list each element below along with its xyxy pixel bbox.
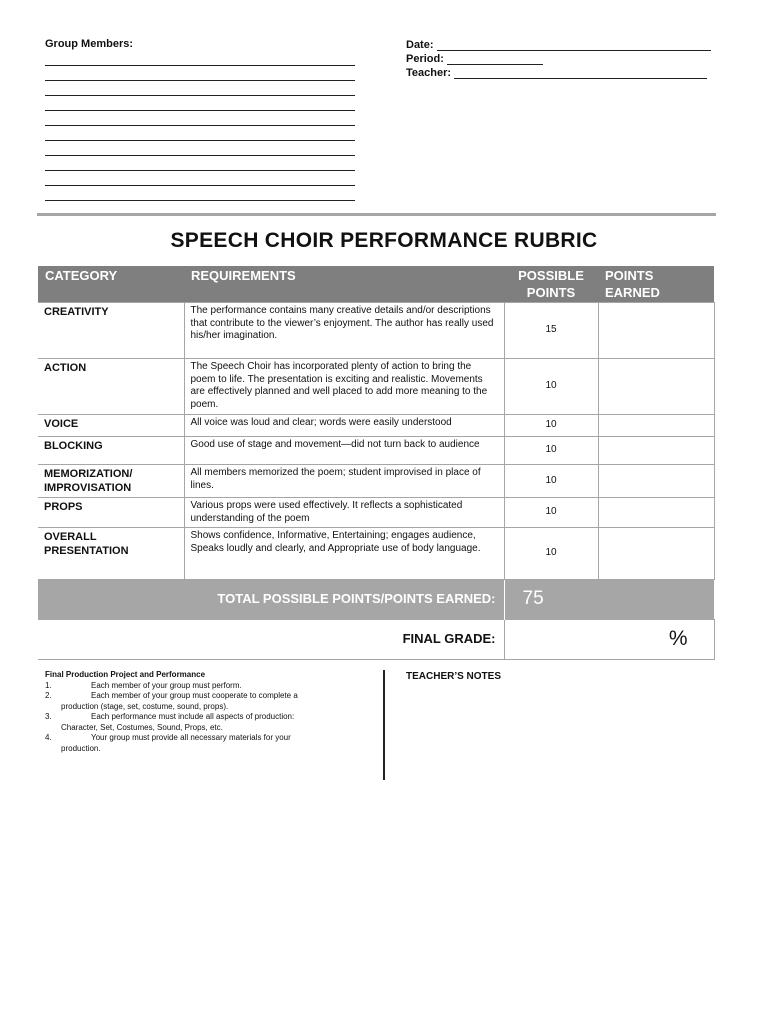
date-row [406,37,716,51]
requirement-cell: All members memorized the poem; student improvised in place of lines. [184,465,504,498]
header-category: CATEGORY [38,266,184,303]
period-row [406,51,716,65]
points-earned-cell[interactable] [598,303,714,359]
teacher-field[interactable] [454,68,707,79]
category-cell: MEMORIZATION/ IMPROVISATION [38,465,184,498]
period-label: Period: [406,53,444,65]
requirement-cell: Good use of stage and movement—did not turn back to audience [184,437,504,465]
teacher-row [406,65,716,79]
member-line[interactable] [45,82,355,96]
possible-points-cell: 10 [504,528,598,580]
table-row [38,465,714,498]
table-row [38,359,714,415]
final-grade-value[interactable]: % [504,620,714,660]
table-row [38,437,714,465]
category-cell: ACTION [38,359,184,415]
date-label: Date: [406,39,434,51]
rubric-table [38,266,715,660]
possible-points-cell: 10 [504,437,598,465]
list-item: 2. Each member of your group must cooperate to complete a production (stage, set, costume, sound, props). [45,691,298,711]
category-cell: PROPS [38,498,184,528]
possible-points-cell: 10 [504,498,598,528]
category-cell: OVERALL PRESENTATION [38,528,184,580]
date-field[interactable] [437,40,711,51]
project-instructions [45,670,365,754]
member-line[interactable] [45,172,355,186]
divider [37,213,716,216]
possible-points-cell: 10 [504,359,598,415]
header-possible-points: POSSIBLE POINTS [504,266,598,303]
requirement-cell: Shows confidence, Informative, Entertaining; engages audience, Speaks loudly and clearly, and Appropriate use of body language. [184,528,504,580]
category-cell: BLOCKING [38,437,184,465]
requirement-cell: The performance contains many creative details and/or descriptions that contribute to the viewer’s enjoyment. The author has really used his/her imagination. [184,303,504,359]
possible-points-cell: 10 [504,465,598,498]
meta-section [406,37,716,79]
vertical-divider [383,670,385,780]
final-grade-row [38,620,714,660]
member-line[interactable] [45,127,355,141]
member-line[interactable] [45,52,355,66]
requirement-cell: Various props were used effectively. It reflects a sophisticated understanding of the poem [184,498,504,528]
points-earned-cell[interactable] [598,528,714,580]
page-title: SPEECH CHOIR PERFORMANCE RUBRIC [170,229,598,252]
requirement-cell: The Speech Choir has incorporated plenty of action to bring the poem to life. The presentation is exciting and realistic. Movements are effectively planned and well placed to add more meaning to the poem. [184,359,504,415]
list-item: 3. Each performance must include all aspects of production: Character, Set, Costumes, Sound, Props, etc. [45,712,295,732]
points-earned-cell[interactable] [598,437,714,465]
table-row [38,528,714,580]
final-grade-label: FINAL GRADE: [38,620,504,660]
header-points-earned: POINTS EARNED [598,266,714,303]
table-row [38,415,714,437]
member-line[interactable] [45,142,355,156]
table-row [38,498,714,528]
possible-points-cell: 15 [504,303,598,359]
header-requirements: REQUIREMENTS [184,266,504,303]
table-header-row [38,266,714,303]
list-item: 4. Your group must provide all necessary materials for your production. [45,733,291,753]
teacher-label: Teacher: [406,67,452,79]
member-line[interactable] [45,67,355,81]
possible-points-cell: 10 [504,415,598,437]
total-label: TOTAL POSSIBLE POINTS/POINTS EARNED: [38,580,504,620]
list-item: 1. Each member of your group must perform. [45,680,242,690]
group-members-section [45,37,355,201]
requirement-cell: All voice was loud and clear; words were easily understood [184,415,504,437]
member-line[interactable] [45,112,355,126]
member-line[interactable] [45,157,355,171]
member-line[interactable] [45,97,355,111]
category-cell: CREATIVITY [38,303,184,359]
total-row [38,580,714,620]
teacher-notes-label: TEACHER’S NOTES [406,671,502,682]
member-line[interactable] [45,187,355,201]
points-earned-cell[interactable] [598,465,714,498]
points-earned-cell[interactable] [598,359,714,415]
group-members-label: Group Members: [45,38,134,50]
points-earned-cell[interactable] [598,498,714,528]
total-value: 75 [504,580,714,620]
period-field[interactable] [447,54,543,65]
points-earned-cell[interactable] [598,415,714,437]
project-heading: Final Production Project and Performance [45,670,206,679]
category-cell: VOICE [38,415,184,437]
table-row [38,303,714,359]
